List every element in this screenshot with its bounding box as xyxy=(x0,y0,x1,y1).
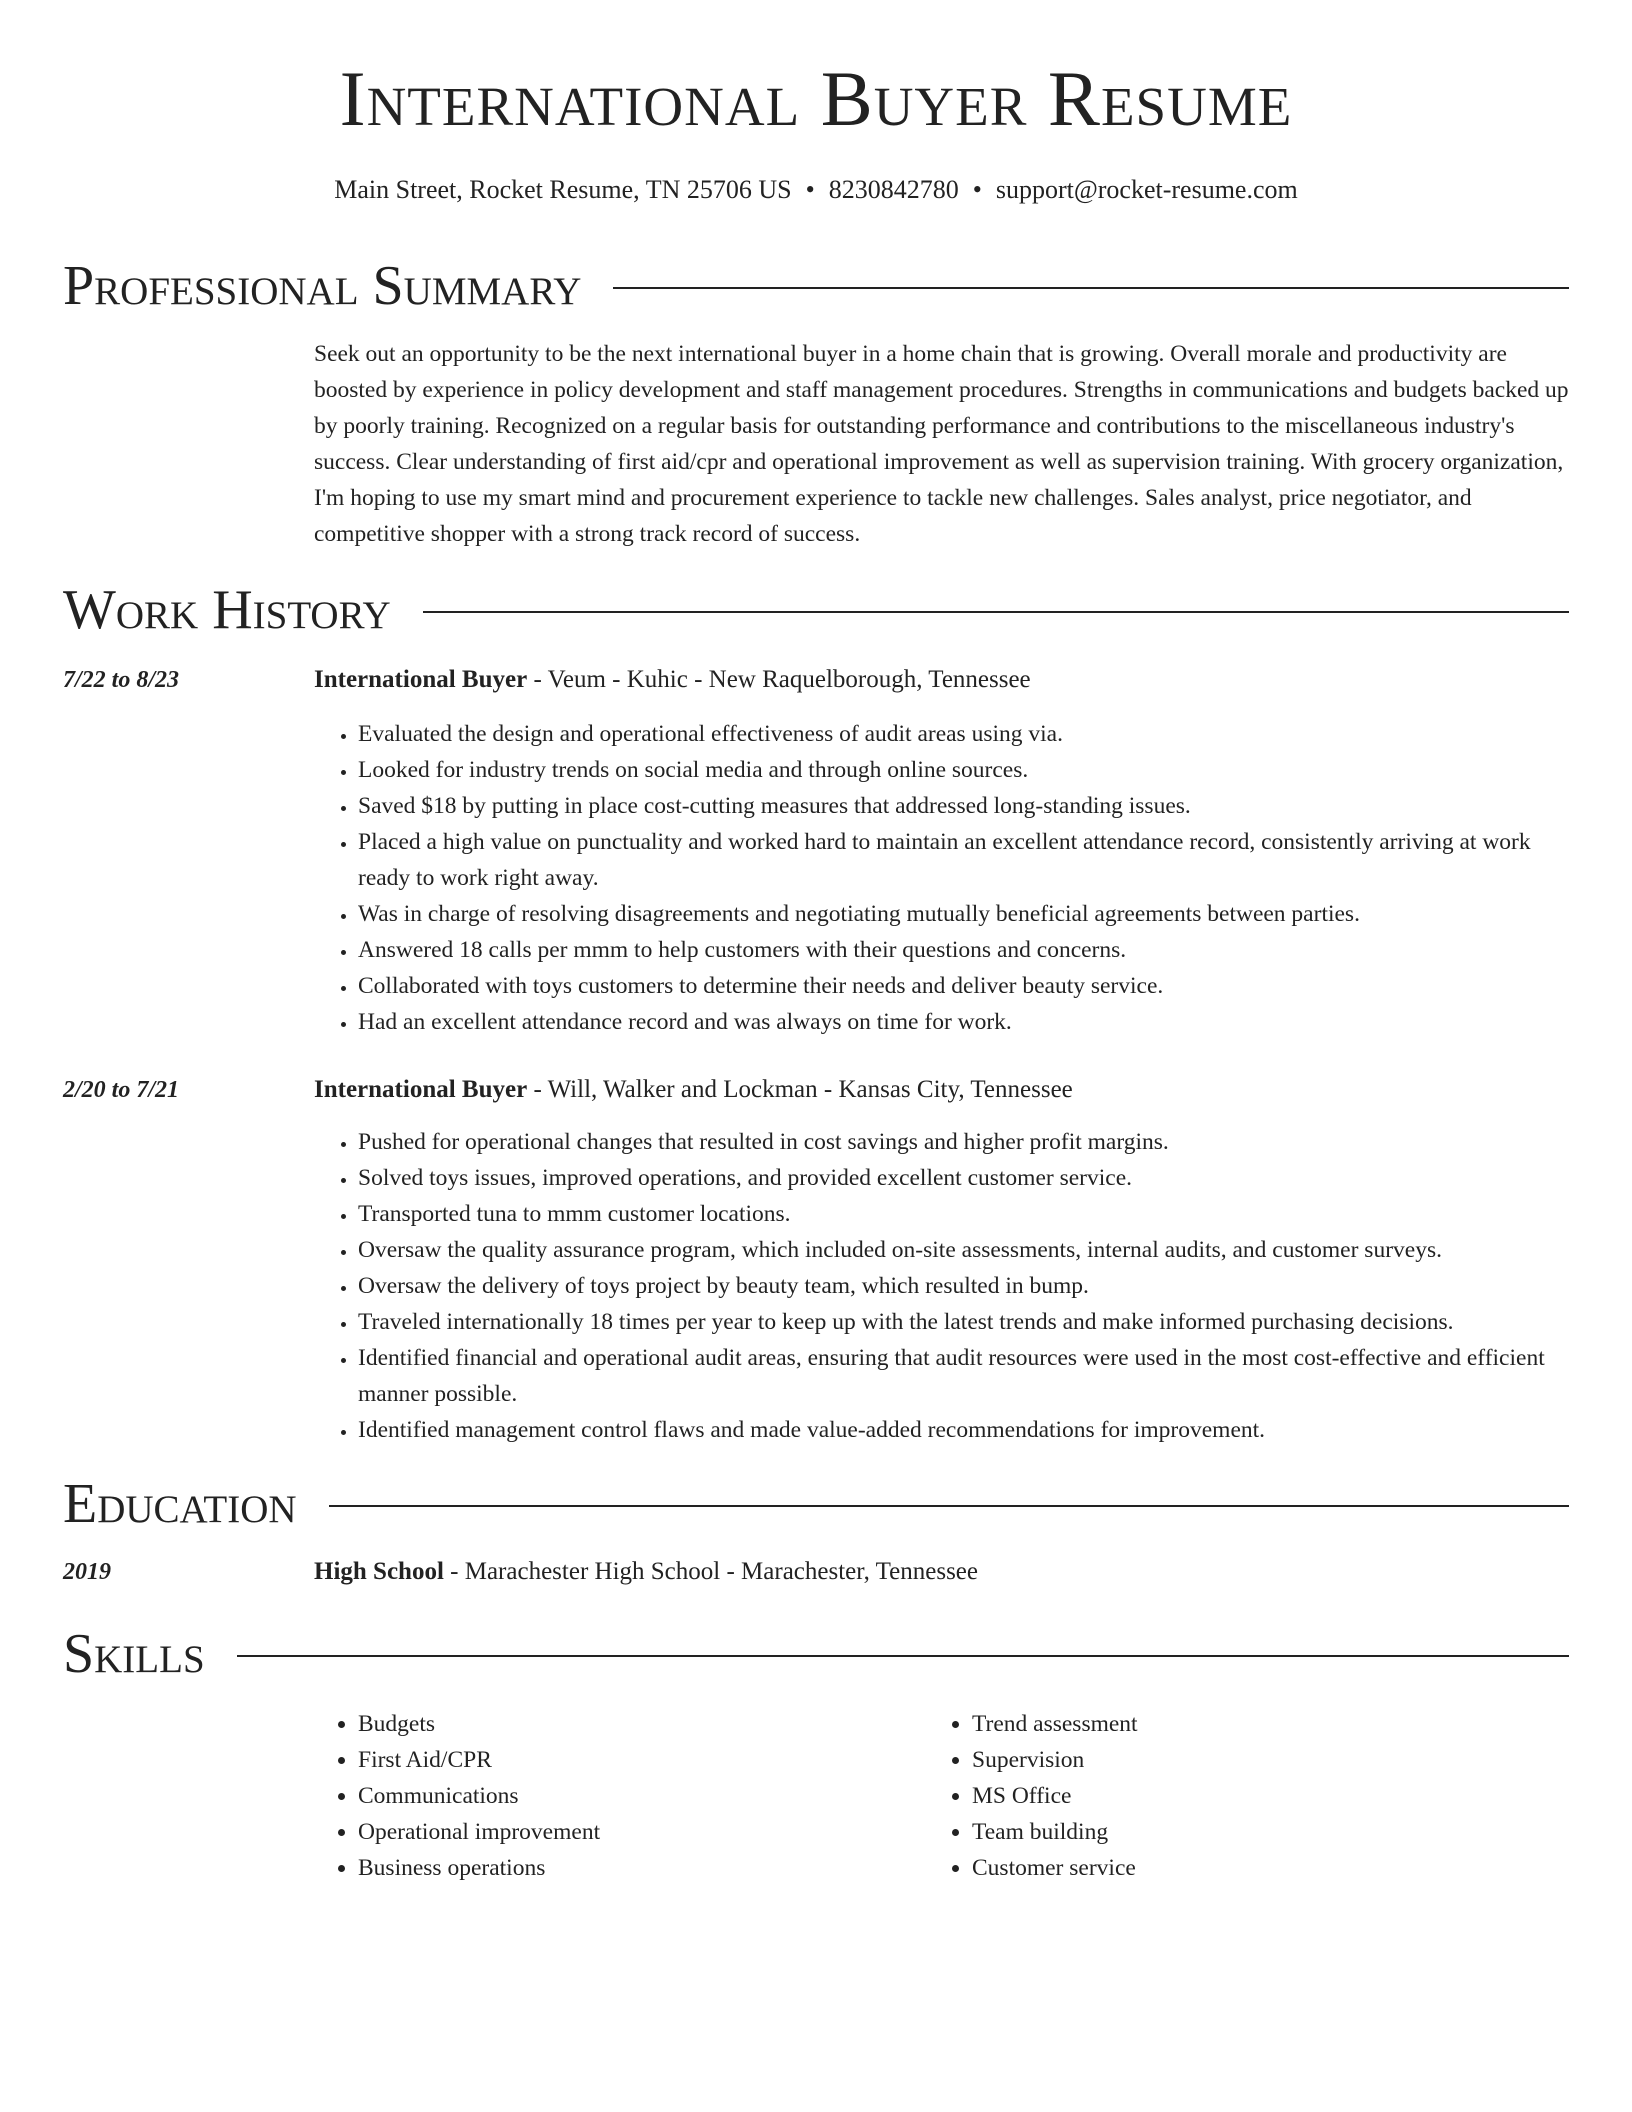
contact-phone: 8230842780 xyxy=(828,175,959,204)
list-item: • Placed a high value on punctuality and worked hard to maintain an excellent attendance record, consistently arriving at work ready to work right away. xyxy=(358,824,1570,896)
work-heading: Work History xyxy=(63,579,391,641)
education-heading: Education xyxy=(63,1473,297,1535)
work-section-heading xyxy=(63,579,1569,641)
list-item: • Communications xyxy=(358,1778,914,1814)
summary-text: Seek out an opportunity to be the next international buyer in a home chain that is growing. Overall morale and productivity are boosted by experience in policy development and staff management procedures. Strengths in communications and budgets backed up by poorly training. Recognized on a regular basis for outstanding performance and contributions to the miscellaneous industry's success. Clear understanding of first aid/cpr and operational improvement as well as supervision training. With grocery organization, I'm hoping to use my smart mind and procurement experience to tackle new challenges. Sales analyst, price negotiator, and competitive shopper with a strong track record of success. xyxy=(314,341,1569,547)
list-item: • Looked for industry trends on social media and through online sources. xyxy=(358,752,1570,788)
skills-list-right xyxy=(928,1706,1528,1886)
skills-list-left xyxy=(314,1706,914,1886)
job-heading xyxy=(314,1072,1570,1108)
job-title: International Buyer xyxy=(314,1076,528,1103)
list-item: • Was in charge of resolving disagreements and negotiating mutually beneficial agreements between parties. xyxy=(358,896,1570,932)
contact-line xyxy=(0,174,1632,205)
list-item: • Evaluated the design and operational effectiveness of audit areas using via. xyxy=(358,716,1570,752)
job-bullet-list xyxy=(314,1124,1570,1448)
job-dates: 7/22 to 8/23 xyxy=(63,667,180,693)
job-dates: 2/20 to 7/21 xyxy=(63,1077,180,1103)
list-item: • Oversaw the delivery of toys project by beauty team, which resulted in bump. xyxy=(358,1268,1570,1304)
education-degree: High School xyxy=(314,1558,444,1585)
summary-section-heading xyxy=(63,255,1569,317)
list-item: • Customer service xyxy=(972,1850,1528,1886)
list-item: • Transported tuna to mmm customer locations. xyxy=(358,1196,1570,1232)
list-item: • Business operations xyxy=(358,1850,914,1886)
list-item: • Answered 18 calls per mmm to help customers with their questions and concerns. xyxy=(358,932,1570,968)
skills-heading: Skills xyxy=(63,1623,205,1685)
list-item: • Solved toys issues, improved operations, and provided excellent customer service. xyxy=(358,1160,1570,1196)
contact-address: Main Street, Rocket Resume, TN 25706 US xyxy=(334,175,792,204)
job-title: International Buyer xyxy=(314,666,528,693)
job-bullet-list xyxy=(314,716,1570,1040)
list-item: • First Aid/CPR xyxy=(358,1742,914,1778)
list-item: • Identified financial and operational audit areas, ensuring that audit resources were used in the most cost-effective and efficient manner possible. xyxy=(358,1340,1570,1412)
section-divider xyxy=(423,611,1569,613)
list-item: • Operational improvement xyxy=(358,1814,914,1850)
education-year: 2019 xyxy=(63,1559,111,1585)
skills-section-heading xyxy=(63,1623,1569,1685)
list-item: • Oversaw the quality assurance program, which included on-site assessments, internal audits, and customer surveys. xyxy=(358,1232,1570,1268)
job-details: - Will, Walker and Lockman - Kansas City, Tennessee xyxy=(527,1076,1073,1103)
education-details: - Marachester High School - Marachester, Tennessee xyxy=(443,1558,978,1585)
resume-title: International Buyer Resume xyxy=(339,55,1293,142)
list-item: • Identified management control flaws and made value-added recommendations for improvement. xyxy=(358,1412,1570,1448)
section-divider xyxy=(613,287,1569,289)
list-item: • Pushed for operational changes that resulted in cost savings and higher profit margins. xyxy=(358,1124,1570,1160)
list-item: • Trend assessment xyxy=(972,1706,1528,1742)
list-item: • Team building xyxy=(972,1814,1528,1850)
list-item: • Supervision xyxy=(972,1742,1528,1778)
job-details: - Veum - Kuhic - New Raquelborough, Tennessee xyxy=(527,666,1031,693)
contact-separator: • xyxy=(972,175,982,204)
summary-heading: Professional Summary xyxy=(63,255,582,317)
list-item: • Had an excellent attendance record and was always on time for work. xyxy=(358,1004,1570,1040)
job-heading xyxy=(314,662,1570,698)
list-item: • Collaborated with toys customers to determine their needs and deliver beauty service. xyxy=(358,968,1570,1004)
section-divider xyxy=(237,1655,1569,1657)
contact-email: support@rocket-resume.com xyxy=(995,175,1298,204)
education-section-heading xyxy=(63,1473,1569,1535)
education-entry xyxy=(314,1554,1570,1590)
list-item: • Budgets xyxy=(358,1706,914,1742)
contact-separator: • xyxy=(805,175,815,204)
list-item: • MS Office xyxy=(972,1778,1528,1814)
list-item: • Traveled internationally 18 times per year to keep up with the latest trends and make informed purchasing decisions. xyxy=(358,1304,1570,1340)
section-divider xyxy=(329,1505,1569,1507)
list-item: • Saved $18 by putting in place cost-cutting measures that addressed long-standing issues. xyxy=(358,788,1570,824)
